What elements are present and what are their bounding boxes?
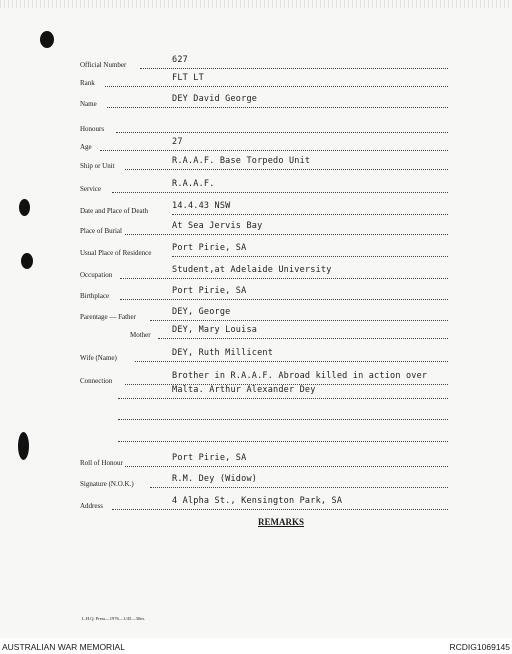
field-label: Usual Place of Residence bbox=[80, 249, 152, 257]
field-label: Rank bbox=[80, 79, 95, 87]
dotted-line bbox=[150, 487, 448, 488]
dotted-line bbox=[172, 256, 448, 257]
printer-imprint: L.H.Q. Press—1976—1/45—30m. bbox=[82, 616, 145, 621]
field-value: Port Pirie, SA bbox=[172, 453, 247, 463]
dotted-line bbox=[100, 150, 448, 151]
field-value: R.A.A.F. Base Torpedo Unit bbox=[172, 156, 311, 166]
field-label: Name bbox=[80, 100, 97, 108]
field-row-roll-of-honour bbox=[0, 453, 512, 469]
dotted-line bbox=[105, 86, 448, 87]
field-value: FLT LT bbox=[172, 73, 204, 83]
field-row-name bbox=[0, 94, 512, 110]
field-value: Port Pirie, SA bbox=[172, 286, 247, 296]
dotted-line bbox=[107, 107, 448, 108]
dotted-line bbox=[135, 361, 448, 362]
field-value: 4 Alpha St., Kensington Park, SA bbox=[172, 496, 343, 506]
dotted-line bbox=[118, 398, 448, 399]
footer-institution: AUSTRALIAN WAR MEMORIAL bbox=[2, 642, 125, 652]
dotted-line bbox=[118, 419, 448, 420]
field-row-address bbox=[0, 496, 512, 512]
field-row-age bbox=[0, 137, 512, 153]
dotted-line bbox=[112, 192, 448, 193]
field-row-service bbox=[0, 179, 512, 195]
field-row-date-place-death bbox=[0, 201, 512, 217]
field-row-connection-2 bbox=[0, 385, 512, 401]
field-value: At Sea Jervis Bay bbox=[172, 221, 263, 231]
field-label: Occupation bbox=[80, 271, 113, 279]
field-label: Mother bbox=[130, 331, 151, 339]
field-row-parentage-father bbox=[0, 307, 512, 323]
archive-footer bbox=[0, 640, 512, 654]
field-row-birthplace bbox=[0, 286, 512, 302]
field-value: DEY, Ruth Millicent bbox=[172, 348, 274, 358]
field-row-connection-3 bbox=[0, 406, 512, 422]
field-label: Date and Place of Death bbox=[80, 207, 149, 215]
field-row-honours bbox=[0, 119, 512, 135]
dotted-line bbox=[172, 214, 448, 215]
dotted-line bbox=[125, 466, 448, 467]
field-value: Brother in R.A.A.F. Abroad killed in action over bbox=[172, 371, 428, 381]
field-label: Roll of Honour bbox=[80, 459, 123, 467]
scan-edge bbox=[0, 0, 512, 8]
field-value: 27 bbox=[172, 137, 183, 147]
field-row-usual-residence bbox=[0, 243, 512, 259]
field-row-wife bbox=[0, 348, 512, 364]
field-label: Place of Burial bbox=[80, 227, 122, 235]
field-label: Age bbox=[80, 143, 92, 151]
field-row-official-number bbox=[0, 55, 512, 71]
field-value: Student,at Adelaide University bbox=[172, 265, 332, 275]
field-value: 14.4.43 NSW bbox=[172, 201, 231, 211]
field-label: Signature (N.O.K.) bbox=[80, 480, 134, 488]
dotted-line bbox=[120, 299, 448, 300]
dotted-line bbox=[125, 169, 448, 170]
field-row-parentage-mother bbox=[0, 325, 512, 341]
field-label: Ship or Unit bbox=[80, 162, 115, 170]
field-label: Service bbox=[80, 185, 101, 193]
field-label: Official Number bbox=[80, 61, 127, 69]
punch-hole-top bbox=[40, 31, 54, 48]
dotted-line bbox=[158, 338, 448, 339]
field-value: DEY David George bbox=[172, 94, 258, 104]
field-label: Birthplace bbox=[80, 292, 110, 300]
field-label: Address bbox=[80, 502, 103, 510]
field-row-occupation bbox=[0, 265, 512, 281]
dotted-line bbox=[125, 234, 448, 235]
field-label: Wife (Name) bbox=[80, 354, 117, 362]
remarks-heading: REMARKS bbox=[258, 517, 305, 527]
field-row-place-of-burial bbox=[0, 221, 512, 237]
dotted-line bbox=[116, 132, 448, 133]
field-label: Honours bbox=[80, 125, 105, 133]
dotted-line bbox=[150, 320, 448, 321]
field-value: R.A.A.F. bbox=[172, 179, 215, 189]
field-value: 627 bbox=[172, 55, 188, 65]
field-value: R.M. Dey (Widow) bbox=[172, 474, 258, 484]
field-value: DEY, George bbox=[172, 307, 231, 317]
footer-record-id: RCDIG1069145 bbox=[449, 642, 510, 652]
field-label: Parentage — Father bbox=[80, 313, 136, 321]
field-value: Port Pirie, SA bbox=[172, 243, 247, 253]
dotted-line bbox=[120, 278, 448, 279]
field-label: Connection bbox=[80, 377, 113, 385]
field-value: Malta. Arthur Alexander Dey bbox=[172, 385, 316, 395]
dotted-line bbox=[140, 68, 448, 69]
field-row-rank bbox=[0, 73, 512, 89]
field-value: DEY, Mary Louisa bbox=[172, 325, 258, 335]
field-row-ship-or-unit bbox=[0, 156, 512, 172]
dotted-line bbox=[112, 509, 448, 510]
field-row-connection-4 bbox=[0, 428, 512, 444]
dotted-line bbox=[118, 441, 448, 442]
field-row-signature-nok bbox=[0, 474, 512, 490]
